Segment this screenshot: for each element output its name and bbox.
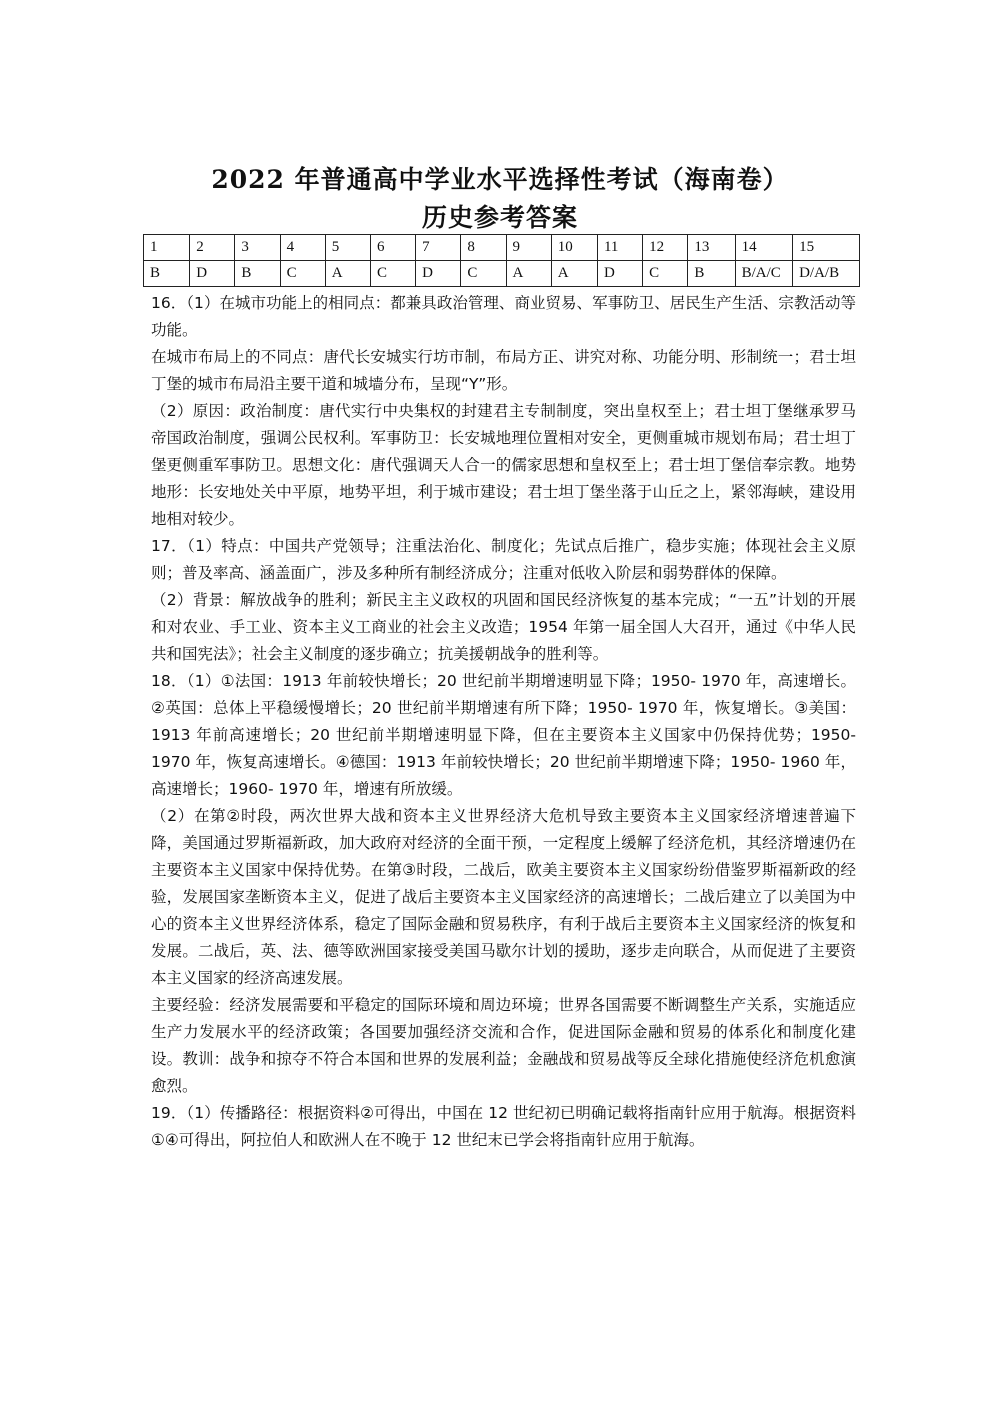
question-number-row bbox=[144, 235, 860, 261]
page-title: 2022 年普通高中学业水平选择性考试（海南卷） bbox=[211, 165, 789, 194]
answer-paragraph-19-1: 19．（1）传播路径：根据资料②可得出，中国在 12 世纪初已明确记载将指南针应用于航海。根据资料①④可得出，阿拉伯人和欧洲人在不晚于 12 世纪末已学会将指南针应用于航海。 bbox=[151, 1104, 856, 1149]
answer-paragraph-17-1: 17．（1）特点：中国共产党领导；注重法治化、制度化；先试点后推广，稳步实施；体现社会主义原则；普及率高、涵盖面广，涉及多种所有制经济成分；注重对低收入阶层和弱势群体的保障。 bbox=[151, 537, 856, 582]
answer-cell: B/A/C bbox=[735, 261, 793, 287]
question-number-cell: 9 bbox=[506, 235, 551, 261]
answer-cell: D/A/B bbox=[793, 261, 860, 287]
question-number-cell: 11 bbox=[597, 235, 642, 261]
question-number-cell: 2 bbox=[190, 235, 235, 261]
question-number-cell: 1 bbox=[144, 235, 190, 261]
answer-paragraph-16-1-layout: 在城市布局上的不同点：唐代长安城实行坊市制，布局方正、讲究对称、功能分明、形制统一；君士坦丁堡的城市布局沿主要干道和城墙分布，呈现“Y”形。 bbox=[151, 348, 856, 393]
answer-paragraph-18-experience: 主要经验：经济发展需要和平稳定的国际环境和周边环境；世界各国需要不断调整生产关系，实施适应生产力发展水平的经济政策；各国要加强经济交流和合作，促进国际金融和贸易的体系化和制度化建设。教训：战争和掠夺不符合本国和世界的发展利益；金融战和贸易战等反全球化措施使经济危机愈演愈烈。 bbox=[151, 996, 856, 1095]
answer-cell: A bbox=[506, 261, 551, 287]
question-number-cell: 7 bbox=[416, 235, 461, 261]
answer-paragraph-16-2: （2）原因：政治制度：唐代实行中央集权的封建君主专制制度，突出皇权至上；君士坦丁堡继承罗马帝国政治制度，强调公民权利。军事防卫：长安城地理位置相对安全，更侧重城市规划布局；君士坦丁堡更侧重军事防卫。思想文化：唐代强调天人合一的儒家思想和皇权至上；君士坦丁堡信奉宗教。地势地形：长安地处关中平原，地势平坦，利于城市建设；君士坦丁堡坐落于山丘之上，紧邻海峡，建设用地相对较少。 bbox=[151, 402, 856, 528]
answer-cell: D bbox=[190, 261, 235, 287]
answer-cell: B bbox=[688, 261, 735, 287]
answer-key-table bbox=[143, 234, 860, 287]
answer-paragraph-18-1: 18．（1）①法国：1913 年前较快增长；20 世纪前半期增速明显下降；1950- 1970 年，高速增长。②英国：总体上平稳缓慢增长；20 世纪前半期增速有所下降；1950- 1970 年，恢复增长。③美国：1913 年前高速增长；20 世纪前半期增速明显下降，但在主要资本主义国家中仍保持优势；1950- 1970 年，恢复高速增长。④德国：1913 年前较快增长；20 世纪前半期增速下降；1950- 1960 年，高速增长；1960- 1970 年，增速有所放缓。 bbox=[151, 672, 856, 798]
question-number-cell: 3 bbox=[235, 235, 280, 261]
question-number-cell: 10 bbox=[551, 235, 597, 261]
answer-body bbox=[151, 290, 856, 1154]
answer-cell: C bbox=[370, 261, 415, 287]
page-subtitle: 历史参考答案 bbox=[421, 203, 578, 232]
question-number-cell: 5 bbox=[325, 235, 370, 261]
answer-paragraph-16-1: 16．（1）在城市功能上的相同点：都兼具政治管理、商业贸易、军事防卫、居民生产生活、宗教活动等功能。 bbox=[151, 294, 856, 339]
answer-paragraph-18-2: （2）在第②时段，两次世界大战和资本主义世界经济大危机导致主要资本主义国家经济增速普遍下降，美国通过罗斯福新政，加大政府对经济的全面干预，一定程度上缓解了经济危机，其经济增速仍在主要资本主义国家中保持优势。在第③时段，二战后，欧美主要资本主义国家纷纷借鉴罗斯福新政的经验，发展国家垄断资本主义，促进了战后主要资本主义国家经济的高速增长；二战后建立了以美国为中心的资本主义世界经济体系，稳定了国际金融和贸易秩序，有利于战后主要资本主义国家经济的恢复和发展。二战后，英、法、德等欧洲国家接受美国马歇尔计划的援助，逐步走向联合，从而促进了主要资本主义国家的经济高速发展。 bbox=[151, 807, 856, 987]
answer-cell: C bbox=[461, 261, 506, 287]
question-number-cell: 13 bbox=[688, 235, 735, 261]
answer-cell: A bbox=[325, 261, 370, 287]
answer-cell: B bbox=[144, 261, 190, 287]
question-number-cell: 4 bbox=[280, 235, 325, 261]
question-number-cell: 8 bbox=[461, 235, 506, 261]
question-number-cell: 14 bbox=[735, 235, 793, 261]
answer-cell: A bbox=[551, 261, 597, 287]
answer-cell: C bbox=[643, 261, 688, 287]
question-number-cell: 6 bbox=[370, 235, 415, 261]
answer-cell: B bbox=[235, 261, 280, 287]
answer-cell: D bbox=[597, 261, 642, 287]
answer-paragraph-17-2: （2）背景：解放战争的胜利；新民主主义政权的巩固和国民经济恢复的基本完成；“一五”计划的开展和对农业、手工业、资本主义工商业的社会主义改造；1954 年第一届全国人大召开，通过《中华人民共和国宪法》；社会主义制度的逐步确立；抗美援朝战争的胜利等。 bbox=[151, 591, 856, 663]
answer-row bbox=[144, 261, 860, 287]
question-number-cell: 12 bbox=[643, 235, 688, 261]
answer-cell: D bbox=[416, 261, 461, 287]
answer-cell: C bbox=[280, 261, 325, 287]
question-number-cell: 15 bbox=[793, 235, 860, 261]
